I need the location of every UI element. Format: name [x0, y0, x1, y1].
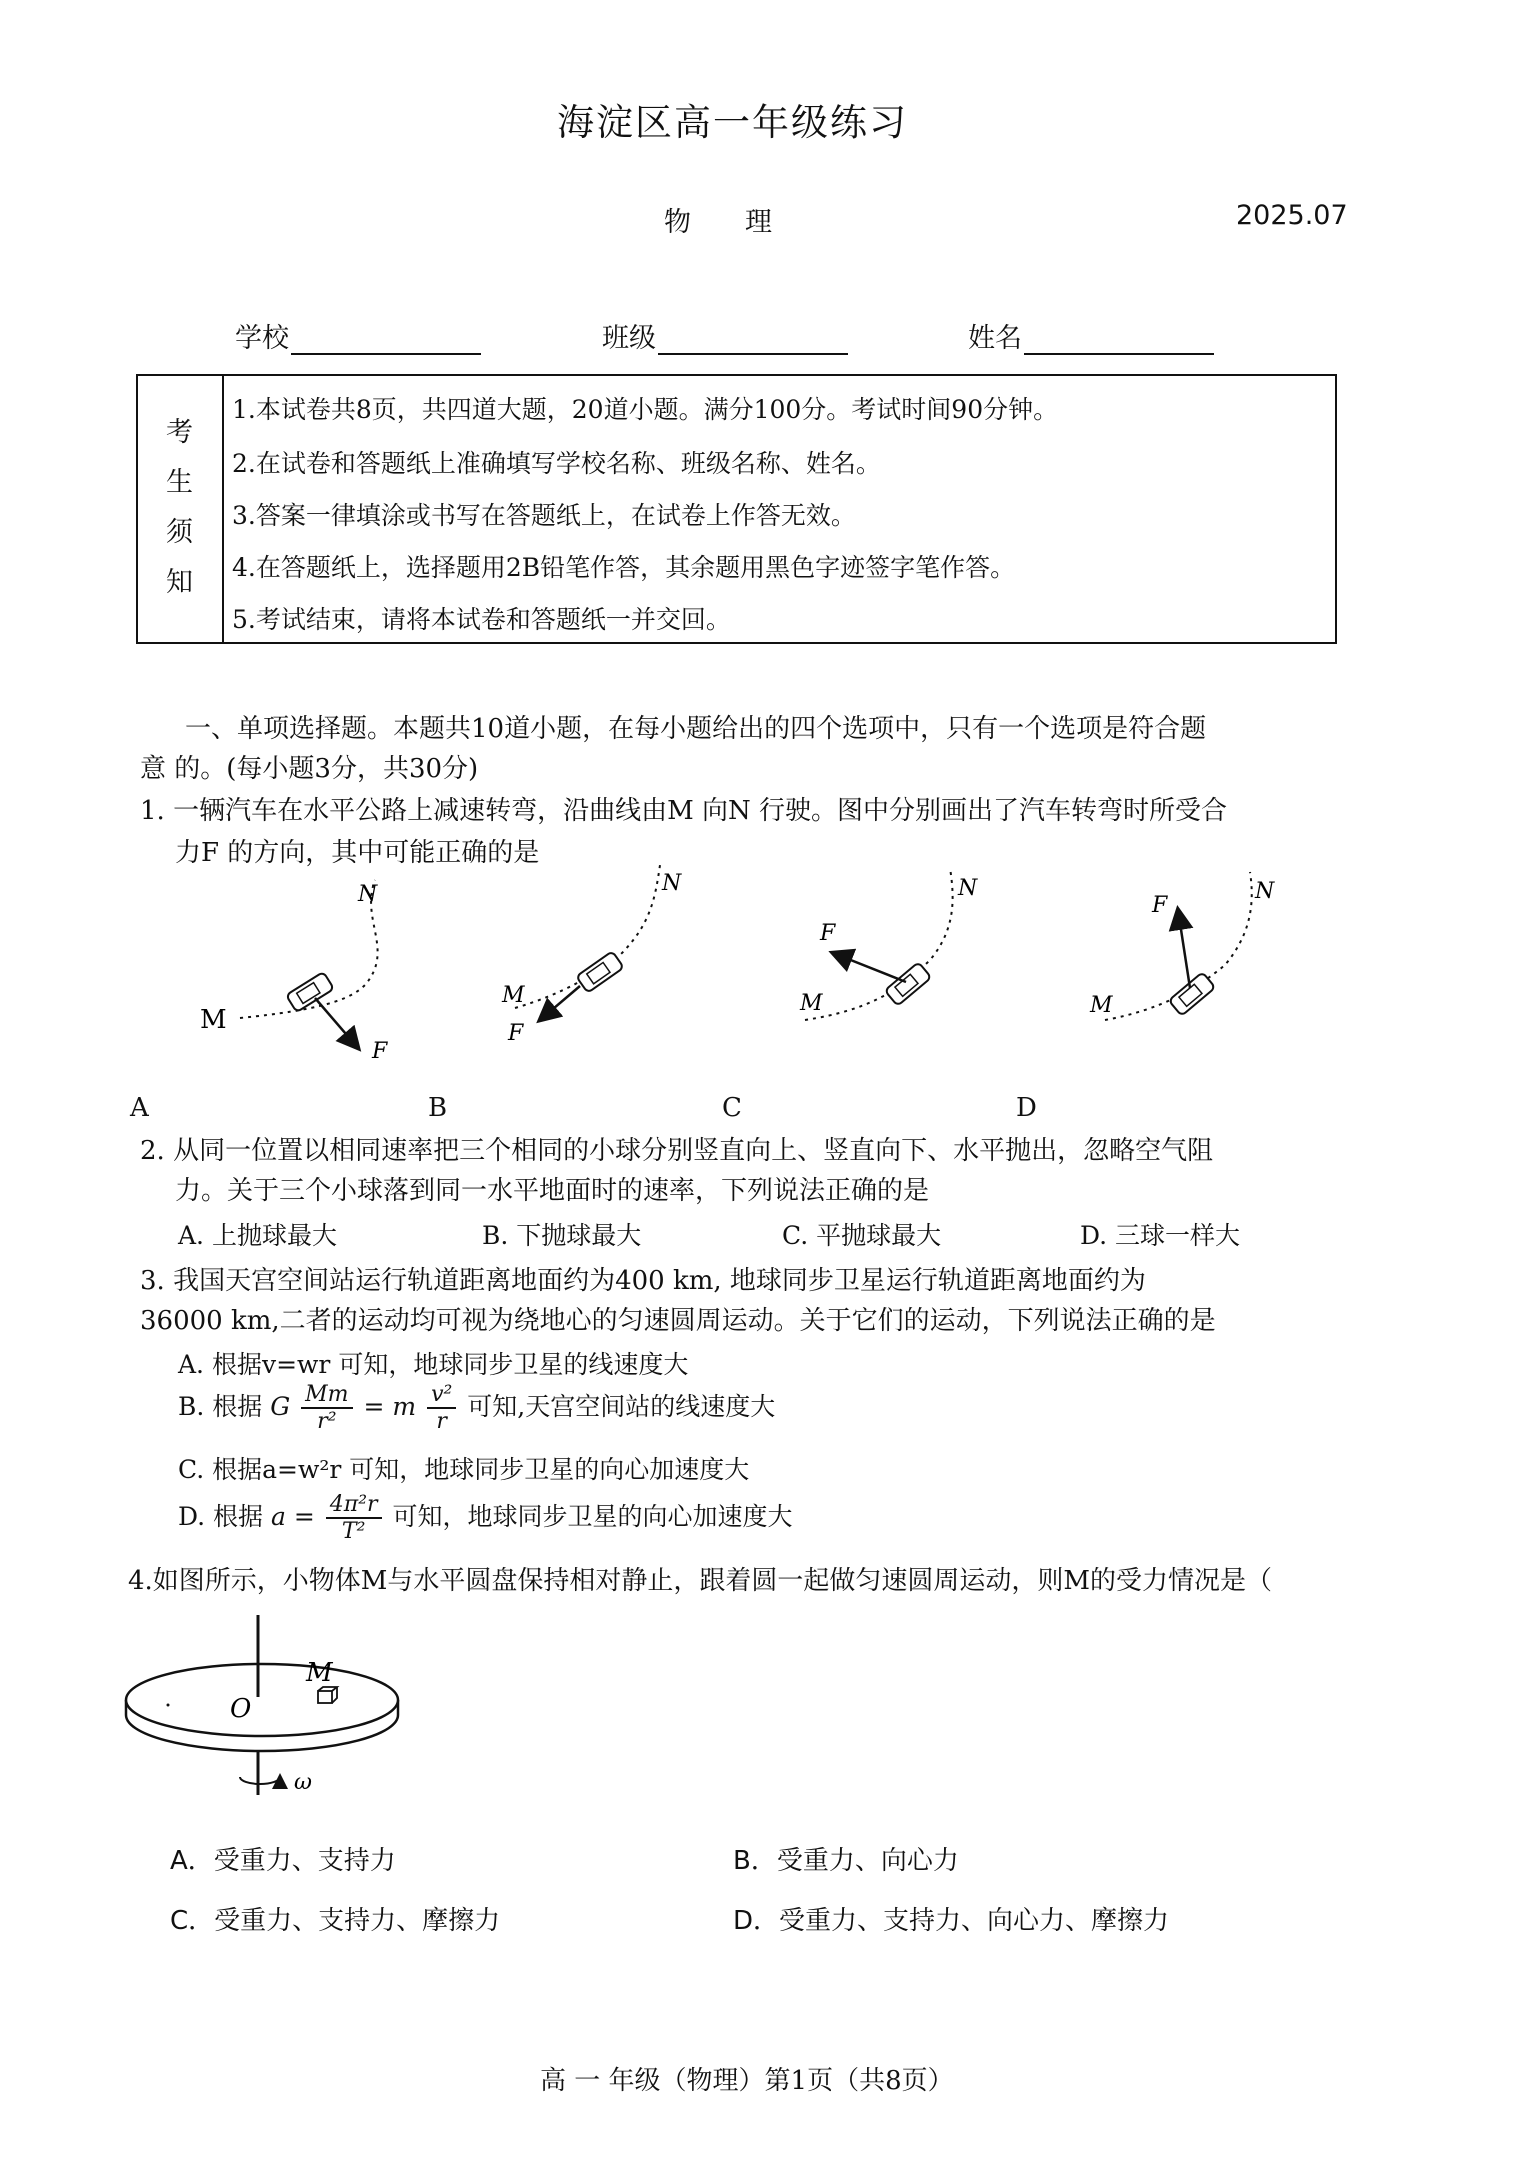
- q1-figures: [140, 860, 1340, 1120]
- q3-option-d-fraction: [326, 1494, 382, 1543]
- q1-label-m: M: [800, 991, 823, 1016]
- q1-figure-a: [200, 880, 388, 1064]
- q2-option-d[interactable]: D. 三球一样大: [1080, 1221, 1241, 1250]
- q3-option-b-fraction2: [427, 1384, 456, 1433]
- q2-option-c[interactable]: C. 平抛球最大: [782, 1221, 942, 1250]
- q1-label-f: F: [1152, 893, 1168, 918]
- q1-label-m: M: [1090, 993, 1113, 1018]
- school-label: 学校: [235, 323, 289, 354]
- notice-char: 须: [166, 517, 193, 548]
- q1-label-m: M: [502, 983, 525, 1008]
- q3-option-a[interactable]: A. 根据v=wr 可知，地球同步卫星的线速度大: [178, 1350, 689, 1379]
- q1-label-f: F: [820, 921, 836, 946]
- notice-label: [138, 376, 224, 642]
- q1-figure-b: [501, 865, 682, 1046]
- q1-option-b[interactable]: B: [428, 1093, 448, 1123]
- notice-char: 知: [166, 567, 193, 598]
- q3-option-b-eq: = m: [363, 1392, 417, 1421]
- q3-stem-line1: 3. 我国天宫空间站运行轨道距离地面约为400 km, 地球同步卫星运行轨道距离地面约为: [140, 1266, 1146, 1296]
- q2-option-b[interactable]: B. 下抛球最大: [482, 1221, 642, 1250]
- q1-label-n: N: [662, 871, 682, 896]
- q1-label-n: N: [358, 882, 378, 907]
- fraction-numerator: 4π²r: [326, 1494, 382, 1519]
- q3-option-b-suffix: 可知,天宫空间站的线速度大: [467, 1392, 776, 1421]
- q4-option-b[interactable]: B．受重力、向心力: [733, 1846, 959, 1876]
- q1-option-a[interactable]: A: [130, 1093, 149, 1123]
- q1-figure-c: [799, 868, 978, 1020]
- q3-option-b-fraction1: [301, 1384, 352, 1433]
- q1-stem-line1: 1. 一辆汽车在水平公路上减速转弯，沿曲线由M 向N 行驶。图中分别画出了汽车转弯时所受合: [140, 796, 1227, 826]
- q2-stem-line2: 力。关于三个小球落到同一水平地面时的速率，下列说法正确的是: [175, 1176, 930, 1206]
- fraction-numerator: Mm: [301, 1384, 352, 1409]
- notice-item: 5.考试结束，请将本试卷和答题纸一并交回。: [232, 605, 731, 634]
- q1-label-m: M: [200, 1005, 227, 1035]
- class-blank[interactable]: [658, 327, 848, 355]
- q4-stem: 4.如图所示，小物体M与水平圆盘保持相对静止，跟着圆一起做匀速圆周运动，则M的受力情况是（: [128, 1566, 1273, 1596]
- subject-label: 物 理: [664, 207, 772, 238]
- q3-option-c[interactable]: C. 根据a=w²r 可知，地球同步卫星的向心加速度大: [178, 1455, 750, 1484]
- q4-option-a[interactable]: A．受重力、支持力: [170, 1846, 396, 1876]
- q1-label-f: F: [372, 1039, 388, 1064]
- fraction-denominator: T²: [341, 1519, 366, 1544]
- section1-intro-line1: 一、单项选择题。本题共10道小题，在每小题给出的四个选项中，只有一个选项是符合题: [185, 714, 1207, 744]
- notice-item: 3.答案一律填涂或书写在答题纸上，在试卷上作答无效。: [232, 501, 856, 530]
- fraction-denominator: r: [436, 1409, 447, 1434]
- q1-label-n: N: [1255, 879, 1275, 904]
- q1-option-d[interactable]: D: [1016, 1093, 1037, 1123]
- q3-option-b[interactable]: [178, 1384, 775, 1433]
- q3-stem-line2: 36000 km,二者的运动均可视为绕地心的匀速圆周运动。关于它们的运动，下列说法正确的是: [140, 1306, 1216, 1336]
- q3-option-d[interactable]: [178, 1494, 793, 1543]
- notice-item: 1.本试卷共8页，共四道大题，20道小题。满分100分。考试时间90分钟。: [232, 395, 1059, 424]
- section1-intro-line2: 意 的。(每小题3分，共30分): [140, 754, 479, 784]
- class-label: 班级: [602, 323, 656, 354]
- class-field: [602, 316, 848, 355]
- notice-char: 考: [166, 417, 193, 448]
- q2-stem-line1: 2. 从同一位置以相同速率把三个相同的小球分别竖直向上、竖直向下、水平抛出，忽略空气阻: [140, 1136, 1214, 1166]
- exam-date: 2025.07: [1236, 200, 1348, 231]
- q1-figure-d: [1089, 872, 1275, 1020]
- q4-label-o: O: [230, 1694, 252, 1724]
- q3-option-d-prefix: D. 根据: [178, 1502, 264, 1531]
- notice-char: 生: [166, 467, 193, 498]
- name-label: 姓名: [968, 323, 1022, 354]
- name-blank[interactable]: [1024, 327, 1214, 355]
- name-field: [968, 316, 1214, 355]
- exam-notice-box: [136, 374, 1337, 644]
- fraction-denominator: r²: [317, 1409, 337, 1434]
- q3-option-b-g: G: [270, 1392, 291, 1421]
- q3-option-d-a: a =: [271, 1502, 315, 1531]
- q4-option-c[interactable]: C．受重力、支持力、摩擦力: [170, 1906, 501, 1936]
- q1-option-c[interactable]: C: [722, 1093, 742, 1123]
- q1-stem-line2: 力F 的方向，其中可能正确的是: [175, 838, 540, 868]
- q3-option-d-suffix: 可知，地球同步卫星的向心加速度大: [392, 1502, 793, 1531]
- exam-title: 海淀区高一年级练习: [557, 101, 908, 144]
- q4-figure-turntable: [118, 1605, 418, 1805]
- q2-option-a[interactable]: A. 上抛球最大: [178, 1221, 337, 1250]
- q4-label-omega: ω: [294, 1770, 312, 1795]
- notice-item: 4.在答题纸上，选择题用2B铅笔作答，其余题用黑色字迹签字笔作答。: [232, 553, 1016, 582]
- school-blank[interactable]: [291, 327, 481, 355]
- fraction-numerator: v²: [427, 1384, 456, 1409]
- notice-item: 2.在试卷和答题纸上准确填写学校名称、班级名称、姓名。: [232, 449, 881, 478]
- q3-option-b-prefix: B. 根据: [178, 1392, 263, 1421]
- page-footer: 高 一 年级（物理）第1页（共8页）: [540, 2066, 954, 2096]
- school-field: [235, 316, 481, 355]
- q4-option-d[interactable]: D．受重力、支持力、向心力、摩擦力: [733, 1906, 1170, 1936]
- q4-label-m: M: [306, 1658, 333, 1688]
- q1-label-f: F: [508, 1021, 524, 1046]
- q1-label-n: N: [958, 876, 978, 901]
